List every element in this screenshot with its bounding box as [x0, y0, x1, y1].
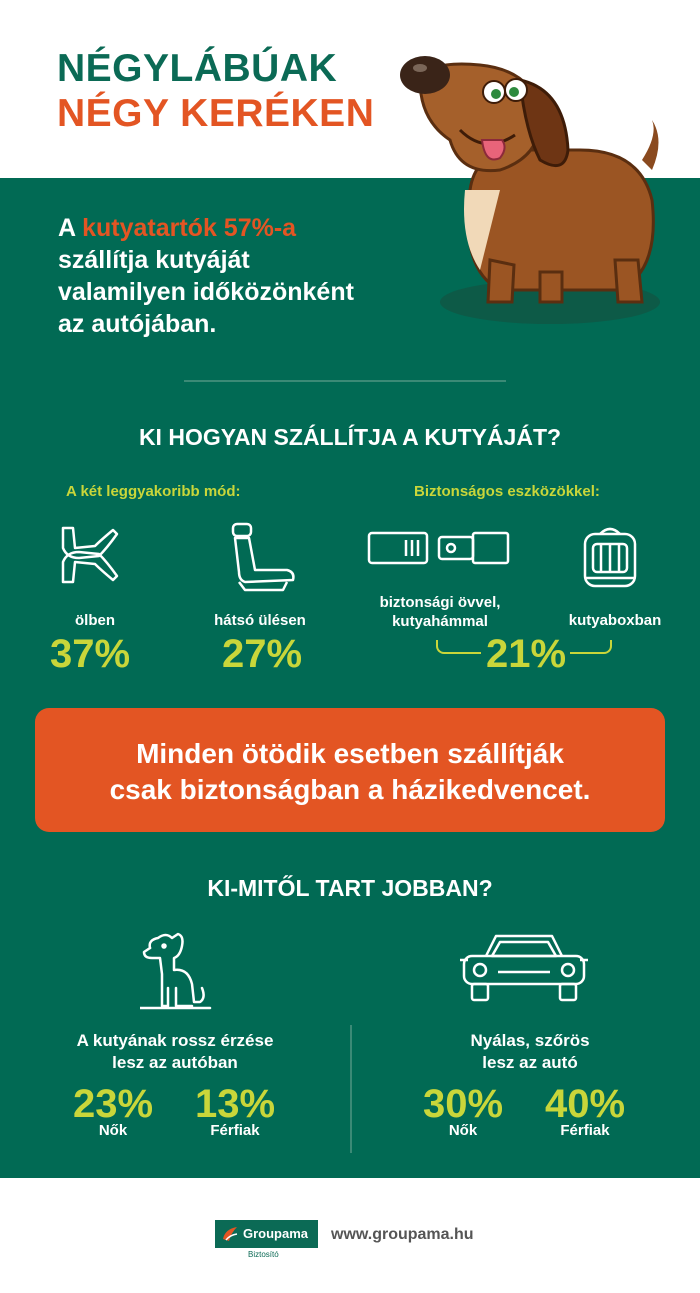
- dirty-car-men-label: Férfiak: [560, 1122, 610, 1139]
- dog-feels-bad-men-percent: 13%: [194, 1082, 276, 1126]
- box-label: kutyaboxban: [568, 612, 662, 629]
- title-line-2: NÉGY KERÉKEN: [57, 92, 375, 135]
- section-divider: [184, 380, 506, 382]
- intro-line-2: szállítja kutyáját: [58, 246, 250, 274]
- dirty-car-men-percent: 40%: [544, 1082, 626, 1126]
- dirty-car-label: [375, 1030, 685, 1074]
- dog-feels-bad-line-2: lesz az autóban: [112, 1053, 238, 1072]
- highlight-banner: [35, 708, 665, 832]
- car-front-icon: [458, 930, 590, 1010]
- intro-line-3: valamilyen időközönként: [58, 278, 354, 306]
- banner-line-2: csak biztonságban a házikedvencet.: [109, 774, 591, 805]
- dog-feels-bad-women-percent: 23%: [72, 1082, 154, 1126]
- car-seat-icon: [225, 520, 300, 592]
- safe-percent: 21%: [485, 632, 567, 676]
- safe-tools-label: Biztonságos eszközökkel:: [414, 483, 600, 500]
- dirty-car-women-percent: 30%: [422, 1082, 504, 1126]
- belt-label: [360, 593, 520, 631]
- title-line-1: NÉGYLÁBÚAK: [57, 47, 338, 90]
- dirty-car-line-2: lesz az autó: [482, 1053, 578, 1072]
- intro-highlight: kutyatartók 57%-a: [82, 214, 297, 242]
- dog-feels-bad-men-label: Férfiak: [210, 1122, 260, 1139]
- common-ways-label: A két leggyakoribb mód:: [66, 483, 241, 500]
- dirty-car-line-1: Nyálas, szőrös: [470, 1031, 590, 1050]
- back-seat-label: hátsó ülésen: [214, 612, 306, 629]
- intro-text: [58, 212, 458, 340]
- seat-belt-icon: [366, 528, 511, 568]
- lap-icon: [55, 520, 125, 590]
- intro-line-4: az autójában.: [58, 310, 217, 338]
- belt-label-line-1: biztonsági övvel,: [379, 594, 501, 611]
- lap-percent: 37%: [49, 632, 131, 676]
- dog-feels-bad-line-1: A kutyának rossz érzése: [76, 1031, 274, 1050]
- intro-prefix: A: [58, 214, 83, 242]
- groupama-logo[interactable]: [215, 1220, 318, 1248]
- back-seat-percent: 27%: [221, 632, 303, 676]
- belt-label-line-2: kutyahámmal: [392, 613, 488, 630]
- logo-text: Groupama: [243, 1226, 309, 1241]
- lap-label: ölben: [75, 612, 115, 629]
- section2-heading: KI-MITŐL TART JOBBAN?: [207, 875, 493, 901]
- section2-divider: [350, 1025, 352, 1153]
- dog-box-icon: [582, 522, 638, 592]
- logo-subtitle: Biztosító: [248, 1250, 279, 1259]
- dog-feels-bad-women-label: Nők: [98, 1122, 128, 1139]
- sitting-dog-icon: [140, 928, 212, 1013]
- section1-heading: KI HOGYAN SZÁLLÍTJA A KUTYÁJÁT?: [138, 424, 562, 450]
- dirty-car-women-label: Nők: [448, 1122, 478, 1139]
- logo-leaf-icon: [221, 1225, 239, 1243]
- website-link[interactable]: www.groupama.hu: [331, 1226, 474, 1243]
- banner-line-1: Minden ötödik esetben szállítják: [136, 738, 564, 769]
- dog-feels-bad-label: [20, 1030, 330, 1074]
